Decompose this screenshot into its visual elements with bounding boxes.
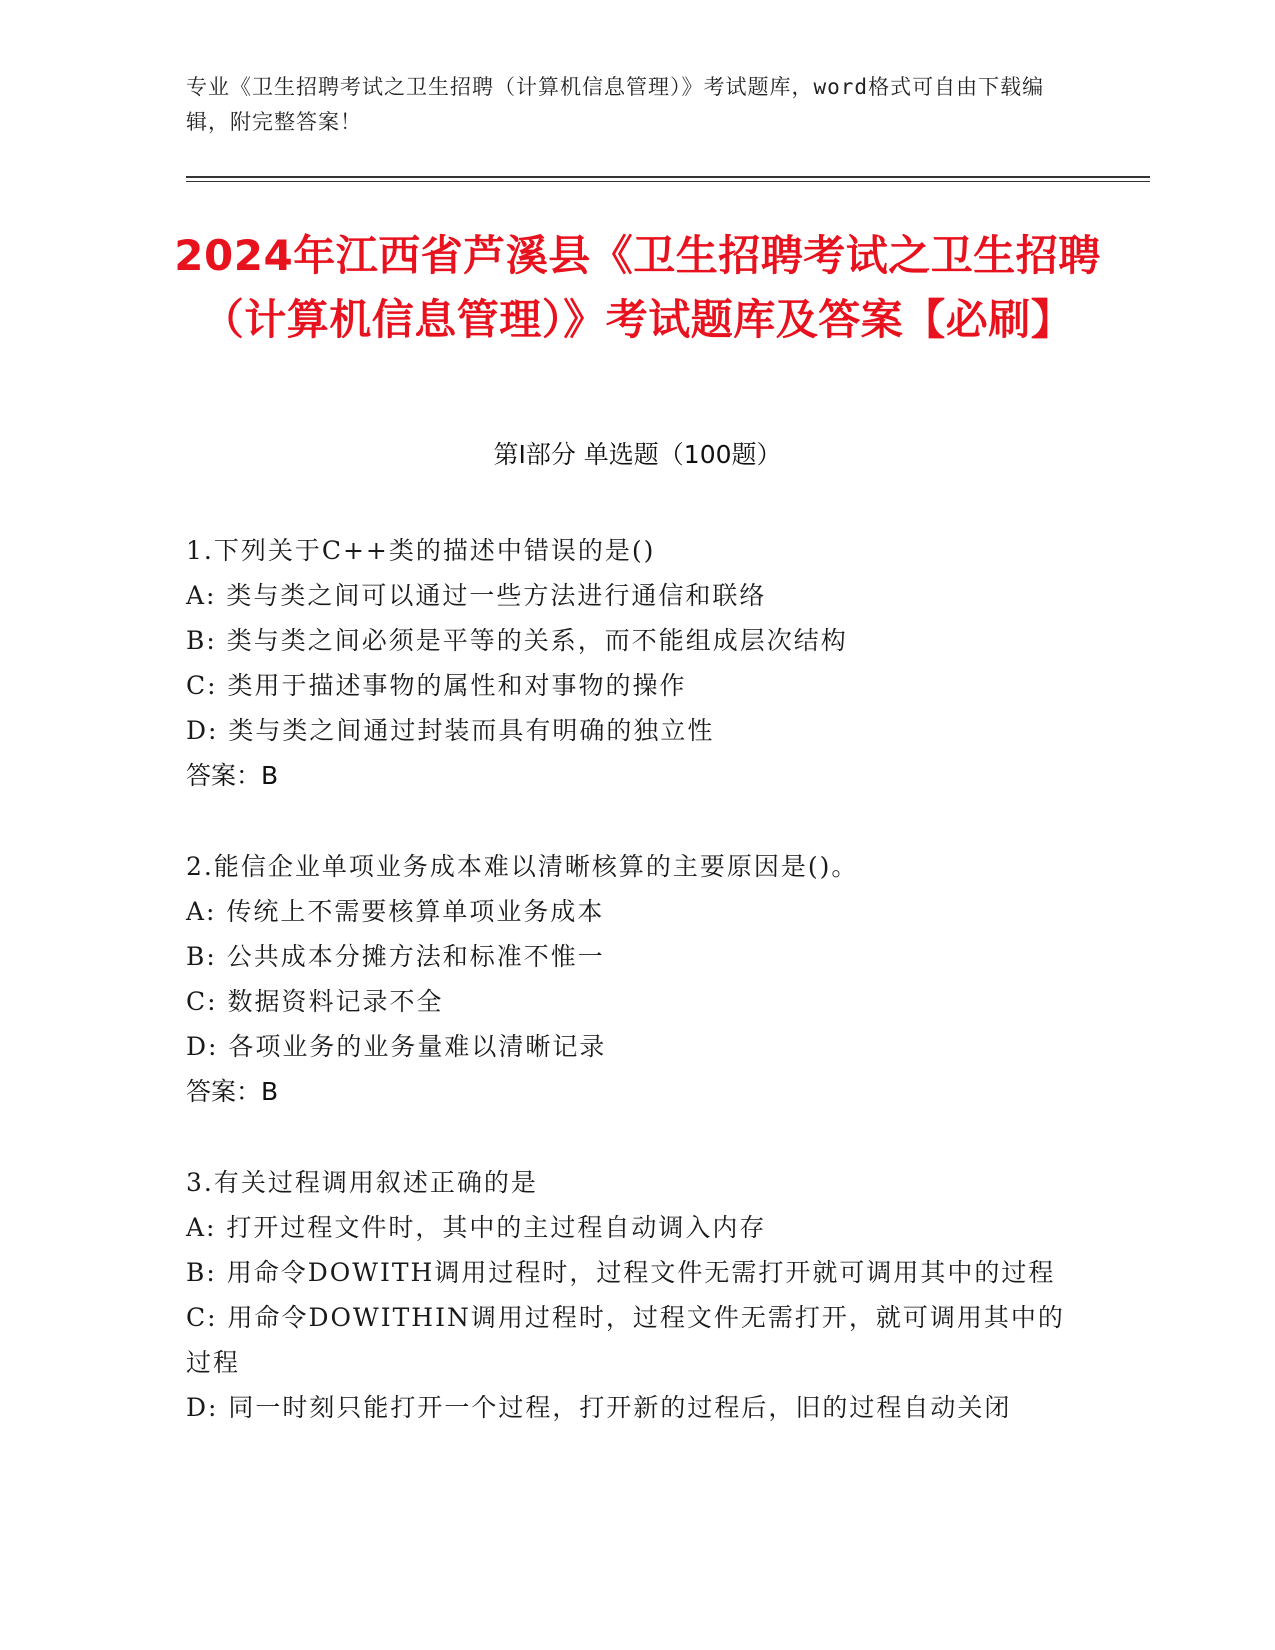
option-c: C: 类用于描述事物的属性和对事物的操作 xyxy=(186,671,687,700)
header-divider-thin xyxy=(186,181,1150,182)
option-a: A: 类与类之间可以通过一些方法进行通信和联络 xyxy=(186,581,767,610)
question-2 xyxy=(186,844,1066,1114)
document-title: 2024年江西省芦溪县《卫生招聘考试之卫生招聘（计算机信息管理）》考试题库及答案【必刷】 xyxy=(174,231,1101,344)
answer: 答案：B xyxy=(186,1077,279,1106)
question-list xyxy=(186,528,1066,1476)
option-b: B: 类与类之间必须是平等的关系，而不能组成层次结构 xyxy=(186,626,848,655)
option-d: D: 类与类之间通过封装而具有明确的独立性 xyxy=(186,716,715,745)
option-d: D: 各项业务的业务量难以清晰记录 xyxy=(186,1032,607,1061)
question-stem: 2.能信企业单项业务成本难以清晰核算的主要原因是()。 xyxy=(186,852,859,881)
option-c: C: 数据资料记录不全 xyxy=(186,987,444,1016)
option-a: A: 打开过程文件时，其中的主过程自动调入内存 xyxy=(186,1213,767,1242)
header-note: 专业《卫生招聘考试之卫生招聘（计算机信息管理）》考试题库，word格式可自由下载编辑，附完整答案！ xyxy=(186,75,1045,134)
question-3 xyxy=(186,1160,1066,1430)
question-stem: 1.下列关于C++类的描述中错误的是() xyxy=(186,536,656,565)
header-divider xyxy=(186,176,1150,178)
option-c: C: 用命令DOWITHIN调用过程时，过程文件无需打开，就可调用其中的过程 xyxy=(186,1303,1065,1377)
answer: 答案：B xyxy=(186,761,279,790)
section-heading: 第I部分 单选题（100题） xyxy=(493,440,782,469)
question-1 xyxy=(186,528,1066,798)
option-b: B: 公共成本分摊方法和标准不惟一 xyxy=(186,942,605,971)
question-stem: 3.有关过程调用叙述正确的是 xyxy=(186,1168,538,1197)
option-b: B: 用命令DOWITH调用过程时，过程文件无需打开就可调用其中的过程 xyxy=(186,1258,1056,1287)
option-a: A: 传统上不需要核算单项业务成本 xyxy=(186,897,605,926)
option-d: D: 同一时刻只能打开一个过程，打开新的过程后，旧的过程自动关闭 xyxy=(186,1393,1012,1422)
